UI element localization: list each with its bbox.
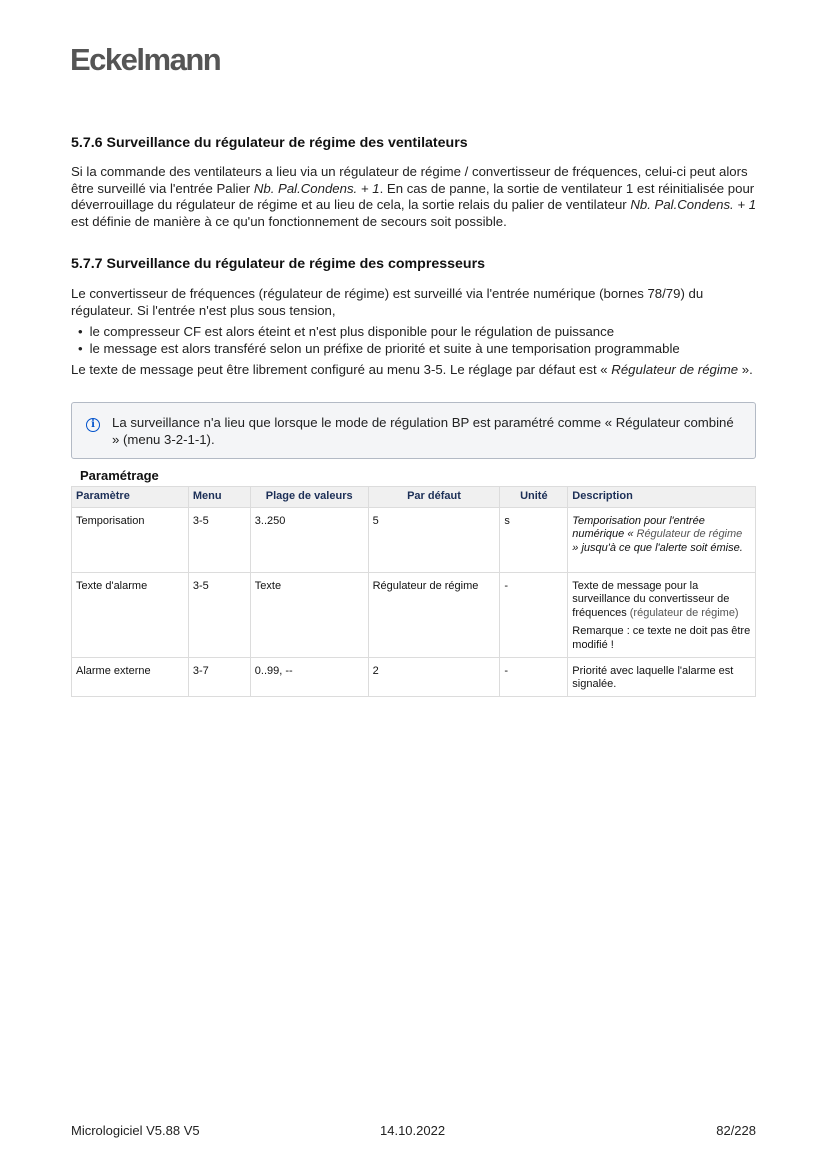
bullet-list — [78, 323, 680, 357]
table-row — [72, 572, 756, 657]
cell: Texte de message pour la surveillance du convertisseur de fréquences (régulateur de régime) Remarque : ce texte ne doit pas être modifié ! — [568, 572, 756, 657]
header-cell: Unité — [500, 487, 568, 508]
paragraph-576: Si la commande des ventilateurs a lieu via un régulateur de régime / convertisseur de fréquences, celui-ci peut alors être surveillé via l'entrée Palier Nb. Pal.Condens. + 1. En cas de panne, la sortie de ventilateur 1 est réinitialisée pour déverrouillage du régulateur de régime et au lieu de cela, la sortie relais du palier de ventilateur Nb. Pal.Condens. + 1 est définie de manière à ce qu'un fonctionnement de secours soit possible. — [71, 164, 757, 229]
header-cell: Par défaut — [368, 487, 500, 508]
cell: Priorité avec laquelle l'alarme est signalée. — [568, 657, 756, 696]
header-cell: Description — [568, 487, 756, 508]
cell: Texte — [250, 572, 368, 657]
cell: Alarme externe — [72, 657, 189, 696]
footer-date: 14.10.2022 — [380, 1123, 446, 1138]
table-row — [72, 507, 756, 572]
cell: 3..250 — [250, 507, 368, 572]
paragraph-577-default: Le texte de message peut être librement configuré au menu 3-5. Le réglage par défaut est « Régulateur de régime ». — [71, 362, 753, 377]
header-cell: Menu — [188, 487, 250, 508]
info-icon: i — [86, 418, 100, 432]
table-row — [72, 657, 756, 696]
cell: 3-7 — [188, 657, 250, 696]
cell: Temporisation pour l'entrée numérique « Régulateur de régime » jusqu'à ce que l'alerte soit émise. — [568, 507, 756, 572]
footer-product: Micrologiciel V5.88 V5 — [71, 1123, 200, 1138]
cell: - — [500, 657, 568, 696]
cell: s — [500, 507, 568, 572]
cell: Temporisation — [72, 507, 189, 572]
section-heading-576: 5.7.6 Surveillance du régulateur de régime des ventilateurs — [71, 135, 468, 151]
header-cell: Plage de valeurs — [250, 487, 368, 508]
note-text: La surveillance n'a lieu que lorsque le mode de régulation BP est paramétré comme « Régulateur combiné » (menu 3-2-1-1). — [112, 415, 734, 447]
paragraph-577-intro: Le convertisseur de fréquences (régulateur de régime) est surveillé via l'entrée numérique (bornes 78/79) du régulateur. Si l'entrée n'est plus sous tension, — [71, 286, 704, 318]
table-caption: Paramétrage — [80, 468, 159, 483]
cell: 0..99, -- — [250, 657, 368, 696]
table-header-row — [72, 487, 756, 508]
cell: Texte d'alarme — [72, 572, 189, 657]
cell: Régulateur de régime — [368, 572, 500, 657]
header-cell: Paramètre — [72, 487, 189, 508]
logo: Eckelmann — [70, 42, 221, 77]
cell: 5 — [368, 507, 500, 572]
info-note — [71, 402, 756, 459]
cell: 3-5 — [188, 572, 250, 657]
list-item: • le compresseur CF est alors éteint et n'est plus disponible pour le régulation de puissance — [78, 323, 680, 340]
parameter-table — [71, 486, 756, 697]
footer-page-number: 82/228 — [716, 1123, 756, 1138]
cell: - — [500, 572, 568, 657]
list-item: • le message est alors transféré selon un préfixe de priorité et suite à une temporisation programmable — [78, 340, 680, 357]
section-heading-577: 5.7.7 Surveillance du régulateur de régime des compresseurs — [71, 256, 485, 272]
cell: 2 — [368, 657, 500, 696]
cell: 3-5 — [188, 507, 250, 572]
